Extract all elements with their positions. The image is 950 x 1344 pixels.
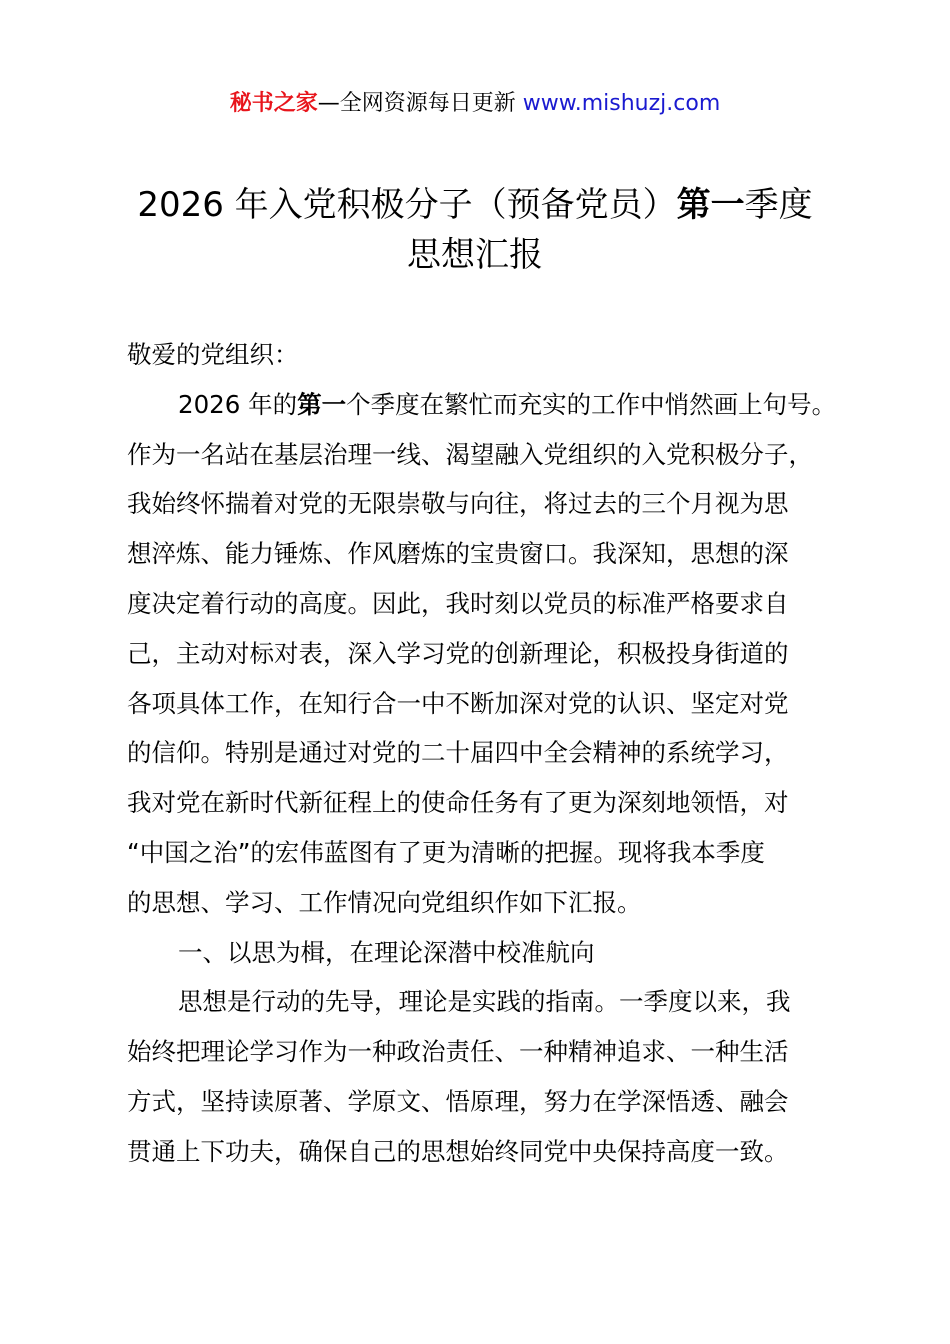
paragraph-line: 始终把理论学习作为一种政治责任、一种精神追求、一种生活 (127, 1037, 789, 1067)
salutation: 敬爱的党组织： (127, 340, 299, 369)
site-url-link[interactable]: www.mishuzj.com (522, 91, 721, 116)
section-heading: 一、以思为楫，在理论深潜中校准航向 (178, 937, 595, 967)
paragraph-line: 我对党在新时代新征程上的使命任务有了更为深刻地领悟，对 (127, 788, 789, 818)
paragraph-line: 方式，坚持读原著、学原文、悟原理，努力在学深悟透、融会 (127, 1086, 789, 1116)
paragraph-line: 作为一名站在基层治理一线、渴望融入党组织的入党积极分子， (127, 439, 813, 469)
brand-name: 秘书之家 (229, 91, 318, 116)
text: 个季度在繁忙而充实的工作中悄然画上句号。 (346, 389, 837, 419)
header-tagline: —全网资源每日更新 (317, 91, 523, 116)
title-bold-part: 第一 (676, 185, 745, 225)
paragraph-line: 的信仰。特别是通过对党的二十届四中全会精神的系统学习， (127, 738, 789, 768)
paragraph-line: 贯通上下功夫，确保自己的思想始终同党中央保持高度一致。 (127, 1136, 789, 1166)
bold-text: 第一 (297, 389, 347, 419)
text: 2026 年的 (178, 389, 298, 419)
paragraph-line: 己，主动对标对表，深入学习党的创新理论，积极投身街道的 (127, 638, 789, 668)
paragraph-line (127, 380, 867, 430)
title-part: 2026 年入党积极分子（预备党员） (137, 185, 677, 225)
document-title (0, 180, 950, 230)
paragraph-line: 我始终怀揣着对党的无限崇敬与向往，将过去的三个月视为思 (127, 489, 789, 519)
site-header (0, 88, 950, 120)
document-body (127, 330, 867, 1177)
paragraph-line: 度决定着行动的高度。因此，我时刻以党员的标准严格要求自 (127, 588, 789, 618)
title-part: 季度 (744, 185, 813, 225)
paragraph-line: 想淬炼、能力锤炼、作风磨炼的宝贵窗口。我深知，思想的深 (127, 539, 789, 569)
paragraph-line: “中国之治”的宏伟蓝图有了更为清晰的把握。现将我本季度 (127, 837, 765, 867)
paragraph-line: 思想是行动的先导，理论是实践的指南。一季度以来，我 (178, 987, 791, 1017)
paragraph-line: 各项具体工作，在知行合一中不断加深对党的认识、坚定对党 (127, 688, 789, 718)
document-title-line2: 思想汇报 (407, 235, 543, 275)
paragraph-line: 的思想、学习、工作情况向党组织作如下汇报。 (127, 887, 642, 917)
